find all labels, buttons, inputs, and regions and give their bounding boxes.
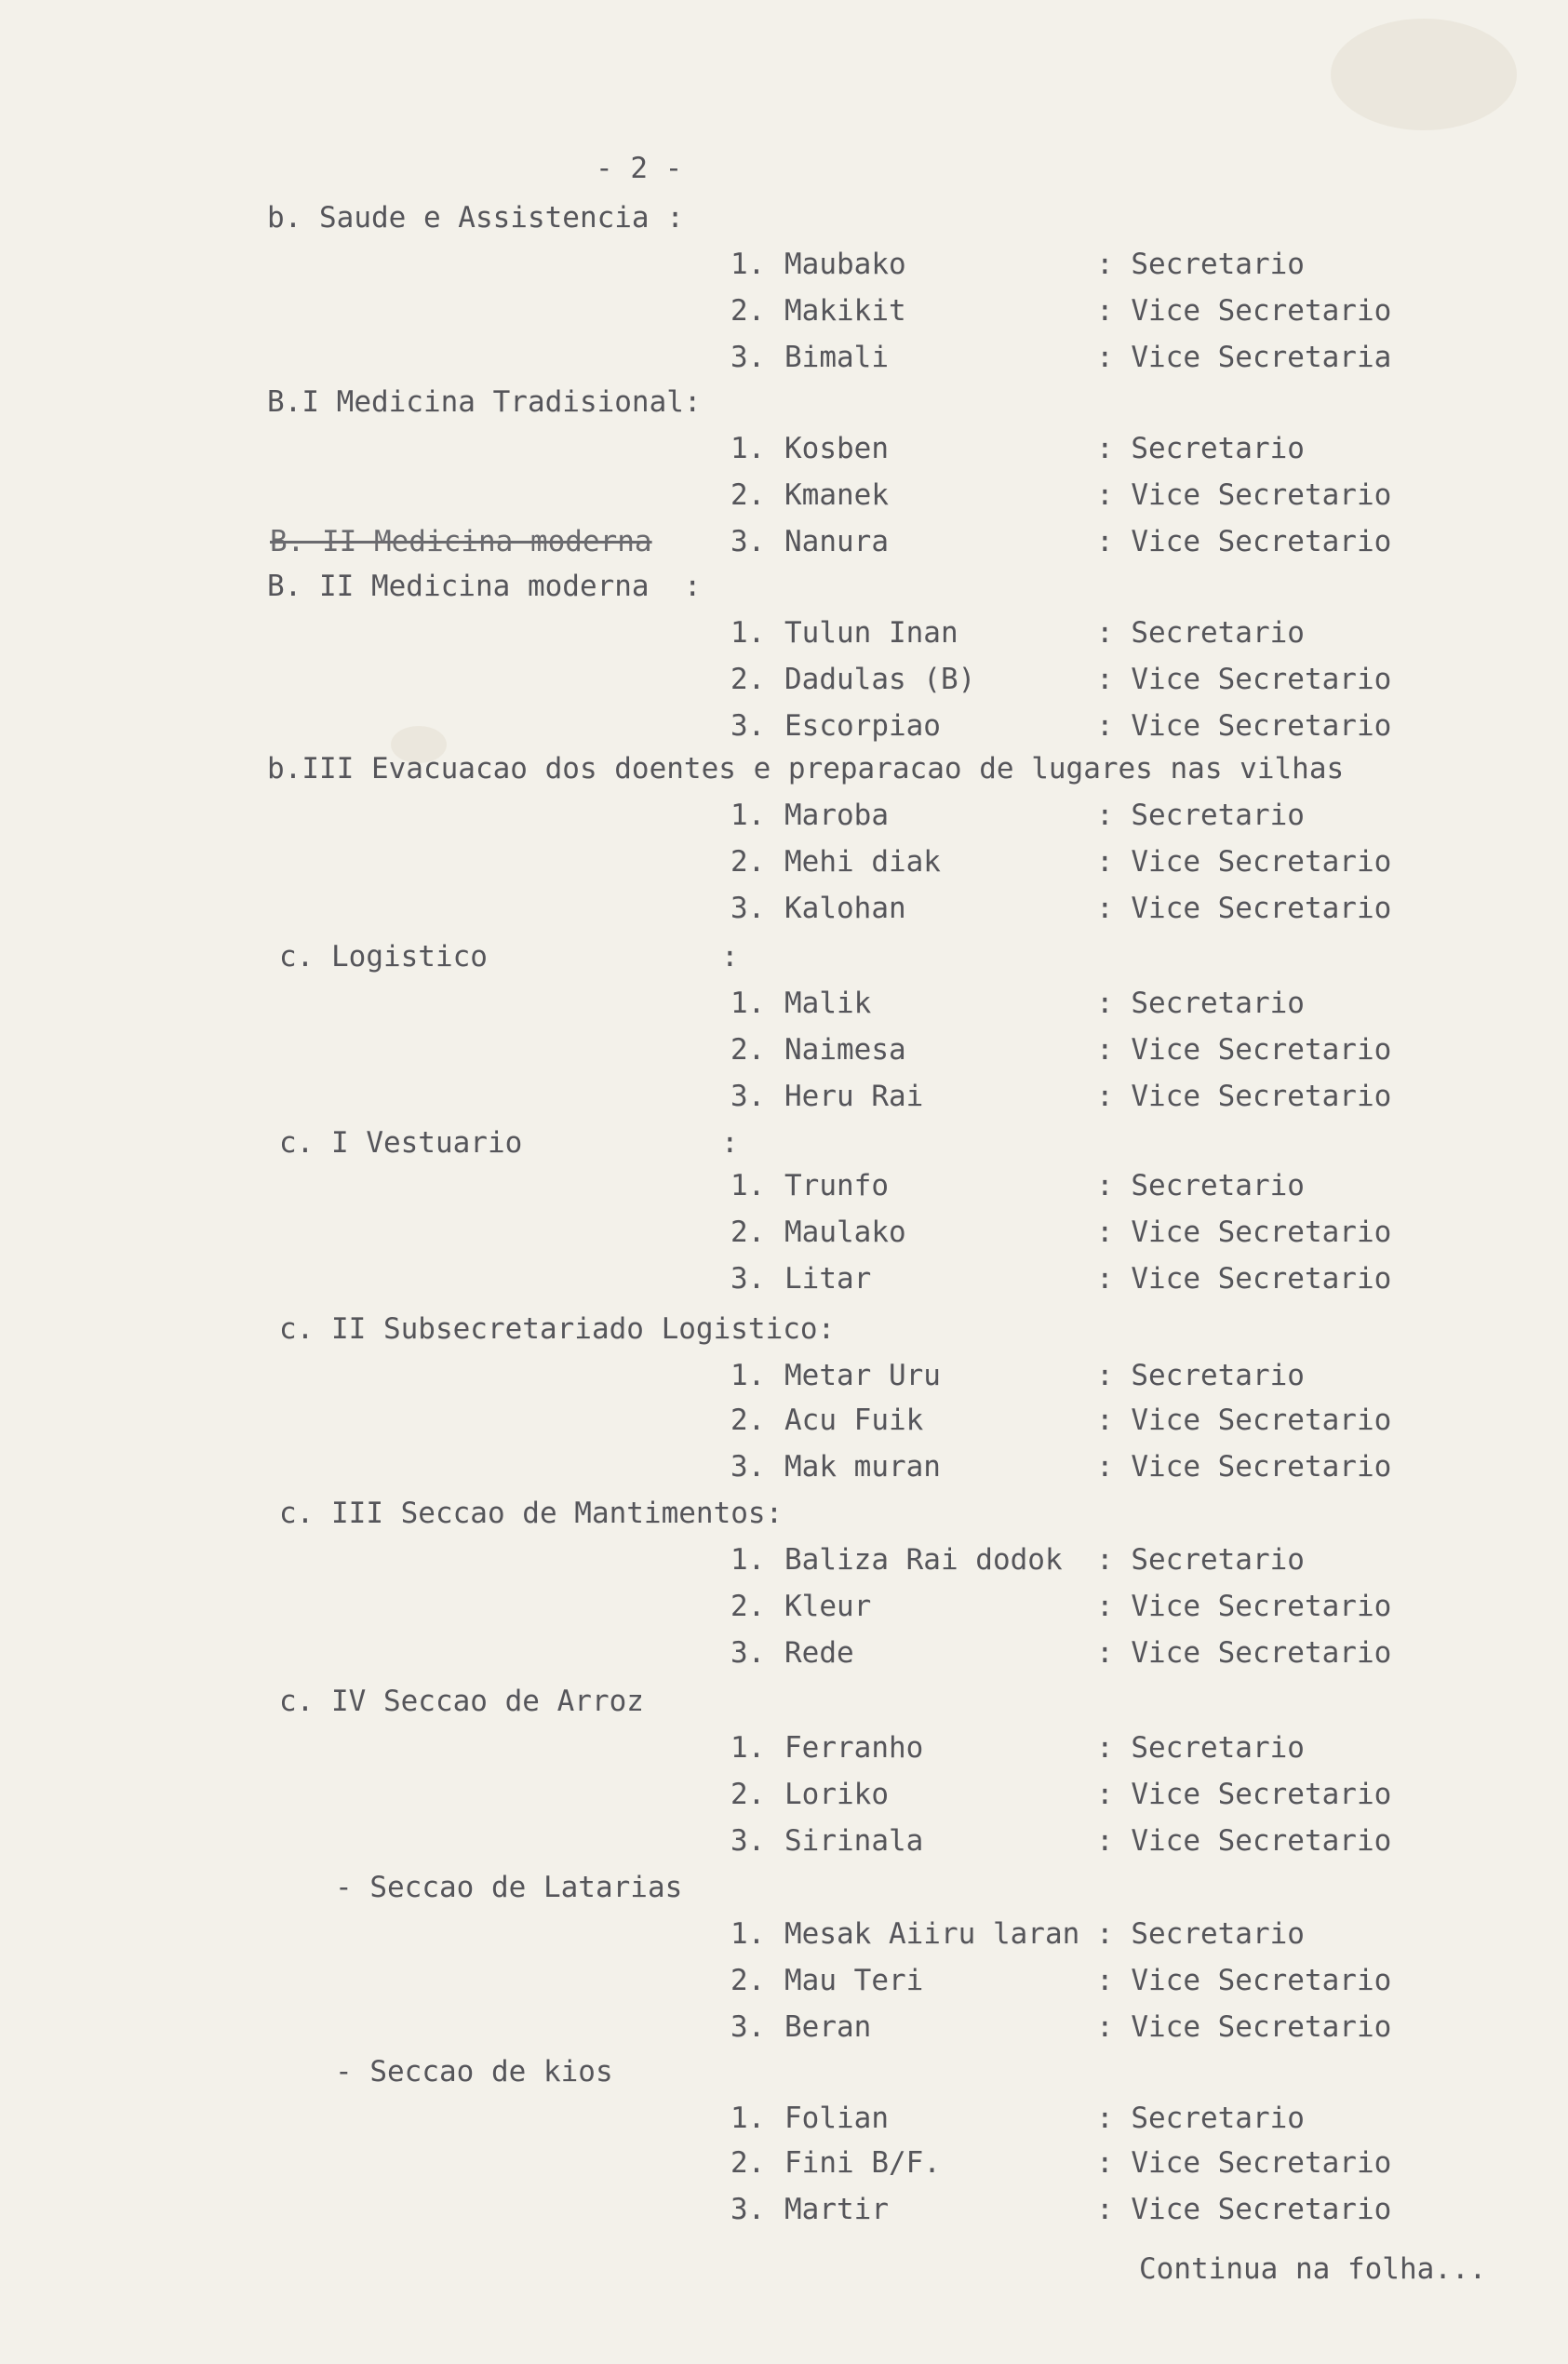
member-name: Rede xyxy=(784,1636,854,1670)
member-name: Bimali xyxy=(784,341,889,374)
member-number: 2. xyxy=(730,478,766,512)
member-number: 1. xyxy=(730,432,766,465)
member-name: Naimesa xyxy=(784,1033,906,1067)
member-number: 2. xyxy=(730,1778,766,1811)
member-role: : Secretario xyxy=(1096,1359,1305,1392)
member-number: 3. xyxy=(730,1080,766,1113)
member-number: 1. xyxy=(730,248,766,281)
member-role: : Vice Secretaria xyxy=(1096,341,1392,374)
member-number: 3. xyxy=(730,341,766,374)
member-number: 3. xyxy=(730,2010,766,2044)
member-name: Beran xyxy=(784,2010,872,2044)
member-role: : Secretario xyxy=(1096,987,1305,1020)
continuation-note: Continua na folha... xyxy=(1139,2252,1487,2286)
member-name: Kalohan xyxy=(784,892,906,925)
member-name: Folian xyxy=(784,2102,889,2135)
member-role: : Vice Secretario xyxy=(1096,1450,1392,1484)
member-role: : Secretario xyxy=(1096,432,1305,465)
member-number: 3. xyxy=(730,2193,766,2226)
member-role: : Secretario xyxy=(1096,1731,1305,1765)
member-name: Acu Fuik xyxy=(784,1404,924,1437)
member-name: Tulun Inan xyxy=(784,616,958,650)
section-heading: - Seccao de kios xyxy=(335,2055,613,2089)
member-name: Heru Rai xyxy=(784,1080,924,1113)
member-name: Nanura xyxy=(784,525,889,558)
member-number: 3. xyxy=(730,892,766,925)
member-name: Martir xyxy=(784,2193,889,2226)
section-heading: - Seccao de Latarias xyxy=(335,1871,683,1904)
section-heading: B. II Medicina moderna : xyxy=(267,570,702,603)
section-heading: c. III Seccao de Mantimentos: xyxy=(279,1497,784,1530)
section-heading: B.I Medicina Tradisional: xyxy=(267,385,702,419)
section-heading: c. Logistico xyxy=(279,940,488,974)
member-name: Mak muran xyxy=(784,1450,941,1484)
member-role: : Vice Secretario xyxy=(1096,478,1392,512)
member-role: : Vice Secretario xyxy=(1096,294,1392,328)
member-name: Mesak Aiiru laran xyxy=(784,1917,1080,1951)
member-role: : Secretario xyxy=(1096,2102,1305,2135)
paper-stain xyxy=(1331,19,1517,130)
section-heading: c. II Subsecretariado Logistico: xyxy=(279,1312,836,1346)
section-heading: b.III Evacuacao dos doentes e preparacao de lugares nas vilhas xyxy=(267,752,1345,786)
member-role: : Vice Secretario xyxy=(1096,2193,1392,2226)
member-name: Kosben xyxy=(784,432,889,465)
member-name: Ferranho xyxy=(784,1731,924,1765)
section-heading: c. I Vestuario xyxy=(279,1126,523,1160)
member-role: : Vice Secretario xyxy=(1096,525,1392,558)
member-number: 2. xyxy=(730,1216,766,1249)
member-name: Loriko xyxy=(784,1778,889,1811)
page-number: - 2 - xyxy=(596,152,683,185)
member-number: 2. xyxy=(730,2146,766,2180)
member-name: Baliza Rai dodok xyxy=(784,1543,1063,1577)
member-role: : Vice Secretario xyxy=(1096,1262,1392,1296)
member-name: Metar Uru xyxy=(784,1359,941,1392)
member-number: 1. xyxy=(730,1359,766,1392)
member-number: 3. xyxy=(730,1824,766,1858)
member-name: Sirinala xyxy=(784,1824,924,1858)
member-name: Maroba xyxy=(784,799,889,832)
member-role: : Vice Secretario xyxy=(1096,1033,1392,1067)
member-number: 3. xyxy=(730,1262,766,1296)
member-role: : Vice Secretario xyxy=(1096,892,1392,925)
member-role: : Secretario xyxy=(1096,616,1305,650)
section-heading: c. IV Seccao de Arroz xyxy=(279,1685,644,1718)
member-number: 2. xyxy=(730,294,766,328)
member-number: 3. xyxy=(730,1450,766,1484)
member-number: 1. xyxy=(730,1543,766,1577)
member-name: Kleur xyxy=(784,1590,872,1623)
member-name: Kmanek xyxy=(784,478,889,512)
member-name: Mau Teri xyxy=(784,1964,924,1997)
member-role: : Vice Secretario xyxy=(1096,1824,1392,1858)
member-name: Dadulas (B) xyxy=(784,663,976,696)
member-name: Malik xyxy=(784,987,872,1020)
member-role: : Vice Secretario xyxy=(1096,663,1392,696)
crossed-out-heading: B. II Medicina moderna xyxy=(270,525,652,558)
member-role: : Vice Secretario xyxy=(1096,1636,1392,1670)
member-number: 3. xyxy=(730,525,766,558)
section-heading: b. Saude e Assistencia : xyxy=(267,201,684,235)
member-number: 1. xyxy=(730,616,766,650)
member-number: 1. xyxy=(730,1917,766,1951)
member-name: Maubako xyxy=(784,248,906,281)
member-number: 1. xyxy=(730,1731,766,1765)
member-number: 3. xyxy=(730,1636,766,1670)
member-number: 2. xyxy=(730,1404,766,1437)
member-role: : Vice Secretario xyxy=(1096,2146,1392,2180)
member-role: : Vice Secretario xyxy=(1096,1778,1392,1811)
member-name: Maulako xyxy=(784,1216,906,1249)
member-number: 2. xyxy=(730,1590,766,1623)
member-number: 2. xyxy=(730,1033,766,1067)
member-role: : Vice Secretario xyxy=(1096,1964,1392,1997)
heading-colon: : xyxy=(721,940,739,974)
member-name: Litar xyxy=(784,1262,872,1296)
member-role: : Secretario xyxy=(1096,248,1305,281)
member-role: : Secretario xyxy=(1096,1543,1305,1577)
member-name: Escorpiao xyxy=(784,709,941,743)
member-number: 1. xyxy=(730,1169,766,1202)
member-name: Trunfo xyxy=(784,1169,889,1202)
member-number: 1. xyxy=(730,799,766,832)
member-role: : Secretario xyxy=(1096,1917,1305,1951)
member-role: : Vice Secretario xyxy=(1096,1590,1392,1623)
member-number: 2. xyxy=(730,1964,766,1997)
member-role: : Vice Secretario xyxy=(1096,2010,1392,2044)
member-role: : Vice Secretario xyxy=(1096,709,1392,743)
member-name: Makikit xyxy=(784,294,906,328)
member-role: : Secretario xyxy=(1096,799,1305,832)
member-number: 1. xyxy=(730,2102,766,2135)
member-number: 2. xyxy=(730,663,766,696)
member-number: 2. xyxy=(730,845,766,879)
member-role: : Vice Secretario xyxy=(1096,1404,1392,1437)
member-name: Mehi diak xyxy=(784,845,941,879)
member-name: Fini B/F. xyxy=(784,2146,941,2180)
member-role: : Vice Secretario xyxy=(1096,845,1392,879)
member-role: : Vice Secretario xyxy=(1096,1080,1392,1113)
member-role: : Vice Secretario xyxy=(1096,1216,1392,1249)
member-role: : Secretario xyxy=(1096,1169,1305,1202)
member-number: 1. xyxy=(730,987,766,1020)
member-number: 3. xyxy=(730,709,766,743)
heading-colon: : xyxy=(721,1126,739,1160)
